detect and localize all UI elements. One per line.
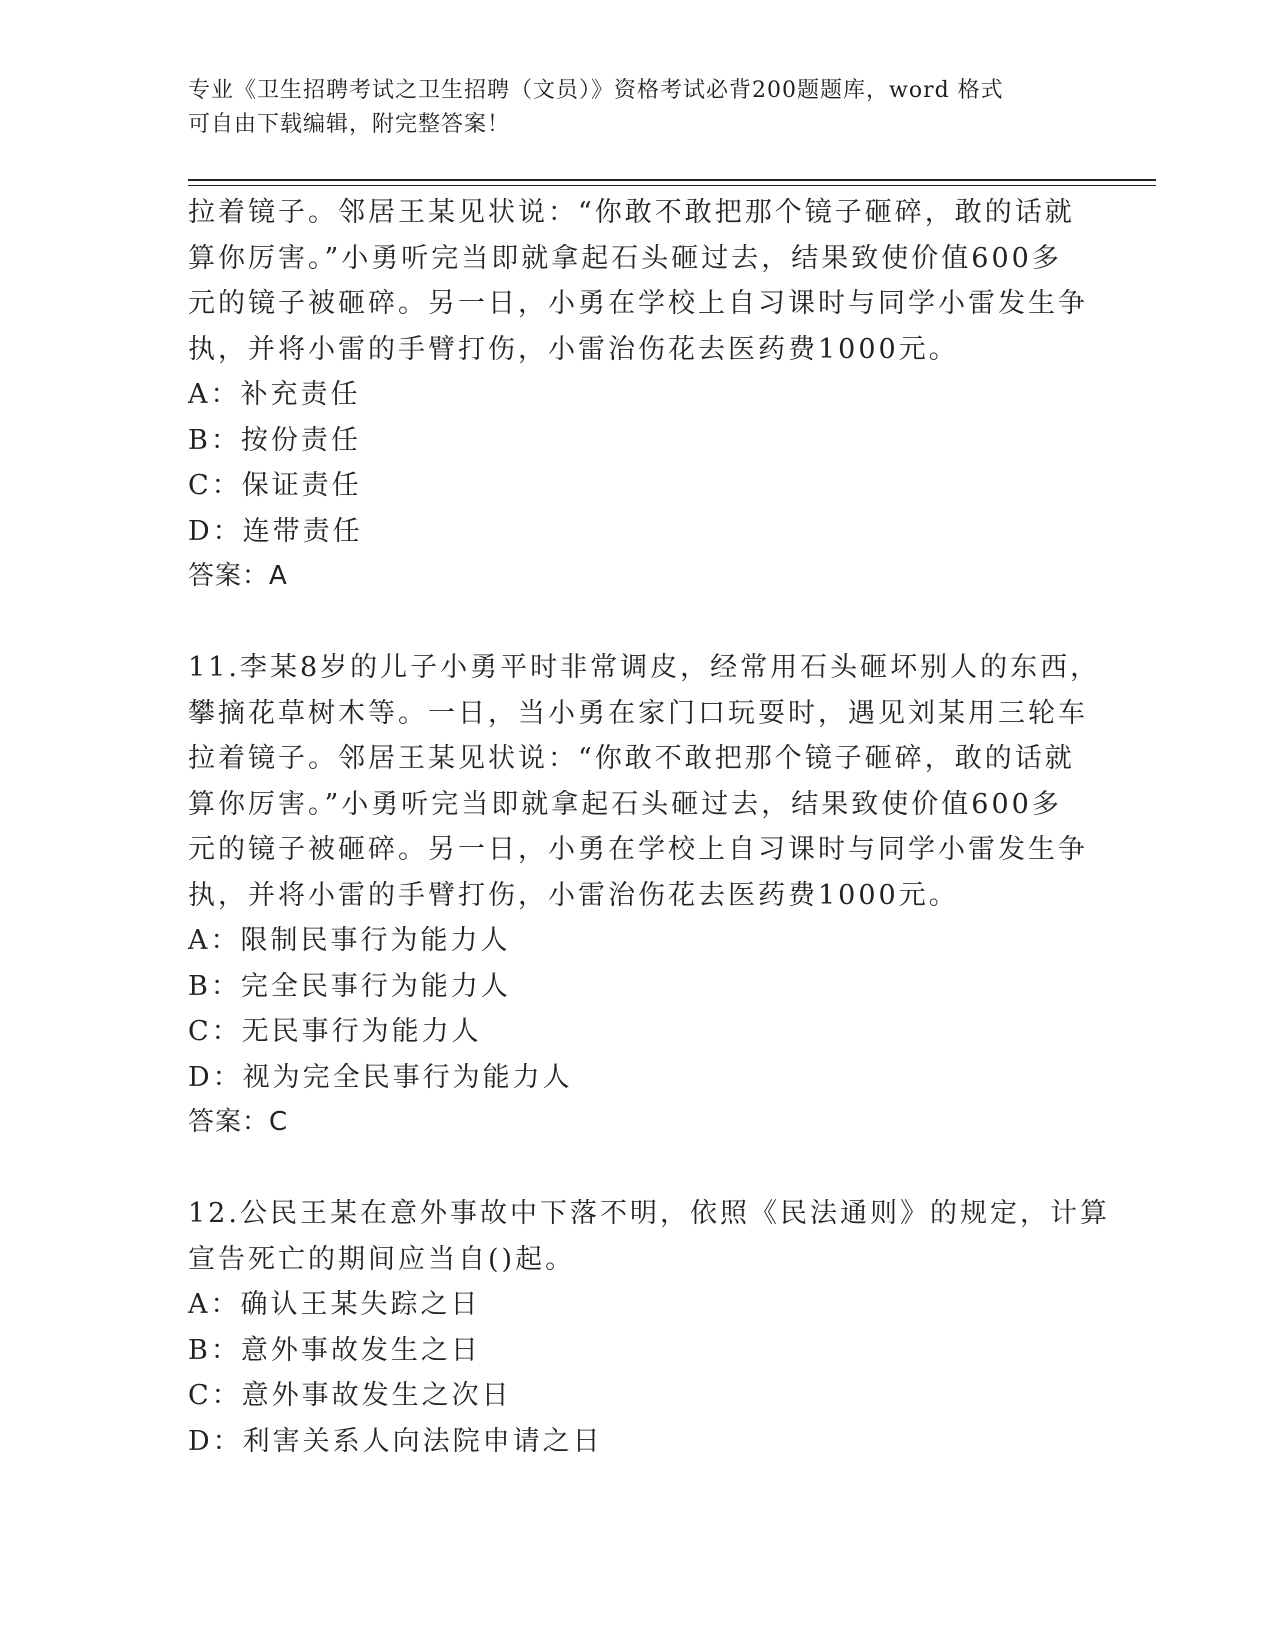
question-text-line: 执，并将小雷的手臂打伤，小雷治伤花去医药费1000元。 bbox=[188, 333, 959, 365]
option-d: D：视为完全民事行为能力人 bbox=[188, 1061, 573, 1093]
document-body bbox=[188, 190, 1110, 1464]
header-line-2: 可自由下载编辑，附完整答案！ bbox=[188, 112, 511, 137]
question-text-line: 宣告死亡的期间应当自()起。 bbox=[188, 1243, 576, 1275]
question-text-line: 元的镜子被砸碎。另一日，小勇在学校上自习课时与同学小雷发生争 bbox=[188, 288, 1088, 319]
option-b: B：意外事故发生之日 bbox=[188, 1334, 481, 1366]
option-b: B：完全民事行为能力人 bbox=[188, 970, 511, 1002]
option-c: C：无民事行为能力人 bbox=[188, 1016, 482, 1047]
option-b: B：按份责任 bbox=[188, 424, 361, 456]
question-text-line: 算你厉害。”小勇听完当即就拿起石头砸过去，结果致使价值600多 bbox=[188, 242, 1062, 274]
header-rule-thin bbox=[188, 185, 1156, 186]
question-text-line: 算你厉害。”小勇听完当即就拿起石头砸过去，结果致使价值600多 bbox=[188, 788, 1062, 820]
question-fragment bbox=[188, 190, 1088, 600]
option-a: A：补充责任 bbox=[188, 379, 361, 410]
question-11 bbox=[188, 645, 1101, 1146]
document-header bbox=[188, 74, 1088, 142]
option-a: A：限制民事行为能力人 bbox=[188, 925, 511, 956]
option-c: C：保证责任 bbox=[188, 470, 362, 501]
spacer bbox=[188, 1146, 1088, 1192]
question-text-line: 11.李某8岁的儿子小勇平时非常调皮，经常用石头砸坏别人的东西， bbox=[188, 652, 1101, 683]
question-text-line: 12.公民王某在意外事故中下落不明，依照《民法通则》的规定，计算 bbox=[188, 1198, 1110, 1229]
header-rule-thick bbox=[188, 179, 1156, 181]
option-d: D：连带责任 bbox=[188, 515, 363, 547]
option-a: A：确认王某失踪之日 bbox=[188, 1289, 481, 1320]
spacer bbox=[188, 600, 1088, 646]
header-line-1: 专业《卫生招聘考试之卫生招聘（文员）》资格考试必背200题题库，word 格式 bbox=[188, 78, 1004, 103]
question-text-line: 拉着镜子。邻居王某见状说：“你敢不敢把那个镜子砸碎，敢的话就 bbox=[188, 197, 1075, 228]
question-text-line: 攀摘花草树木等。一日，当小勇在家门口玩耍时，遇见刘某用三轮车 bbox=[188, 697, 1088, 729]
question-text-line: 执，并将小雷的手臂打伤，小雷治伤花去医药费1000元。 bbox=[188, 879, 959, 911]
question-12 bbox=[188, 1191, 1110, 1464]
question-text-line: 拉着镜子。邻居王某见状说：“你敢不敢把那个镜子砸碎，敢的话就 bbox=[188, 743, 1075, 774]
answer-line: 答案：A bbox=[188, 561, 288, 591]
question-text-line: 元的镜子被砸碎。另一日，小勇在学校上自习课时与同学小雷发生争 bbox=[188, 834, 1088, 865]
answer-line: 答案：C bbox=[188, 1107, 289, 1137]
option-c: C：意外事故发生之次日 bbox=[188, 1380, 512, 1411]
option-d: D：利害关系人向法院申请之日 bbox=[188, 1425, 603, 1457]
